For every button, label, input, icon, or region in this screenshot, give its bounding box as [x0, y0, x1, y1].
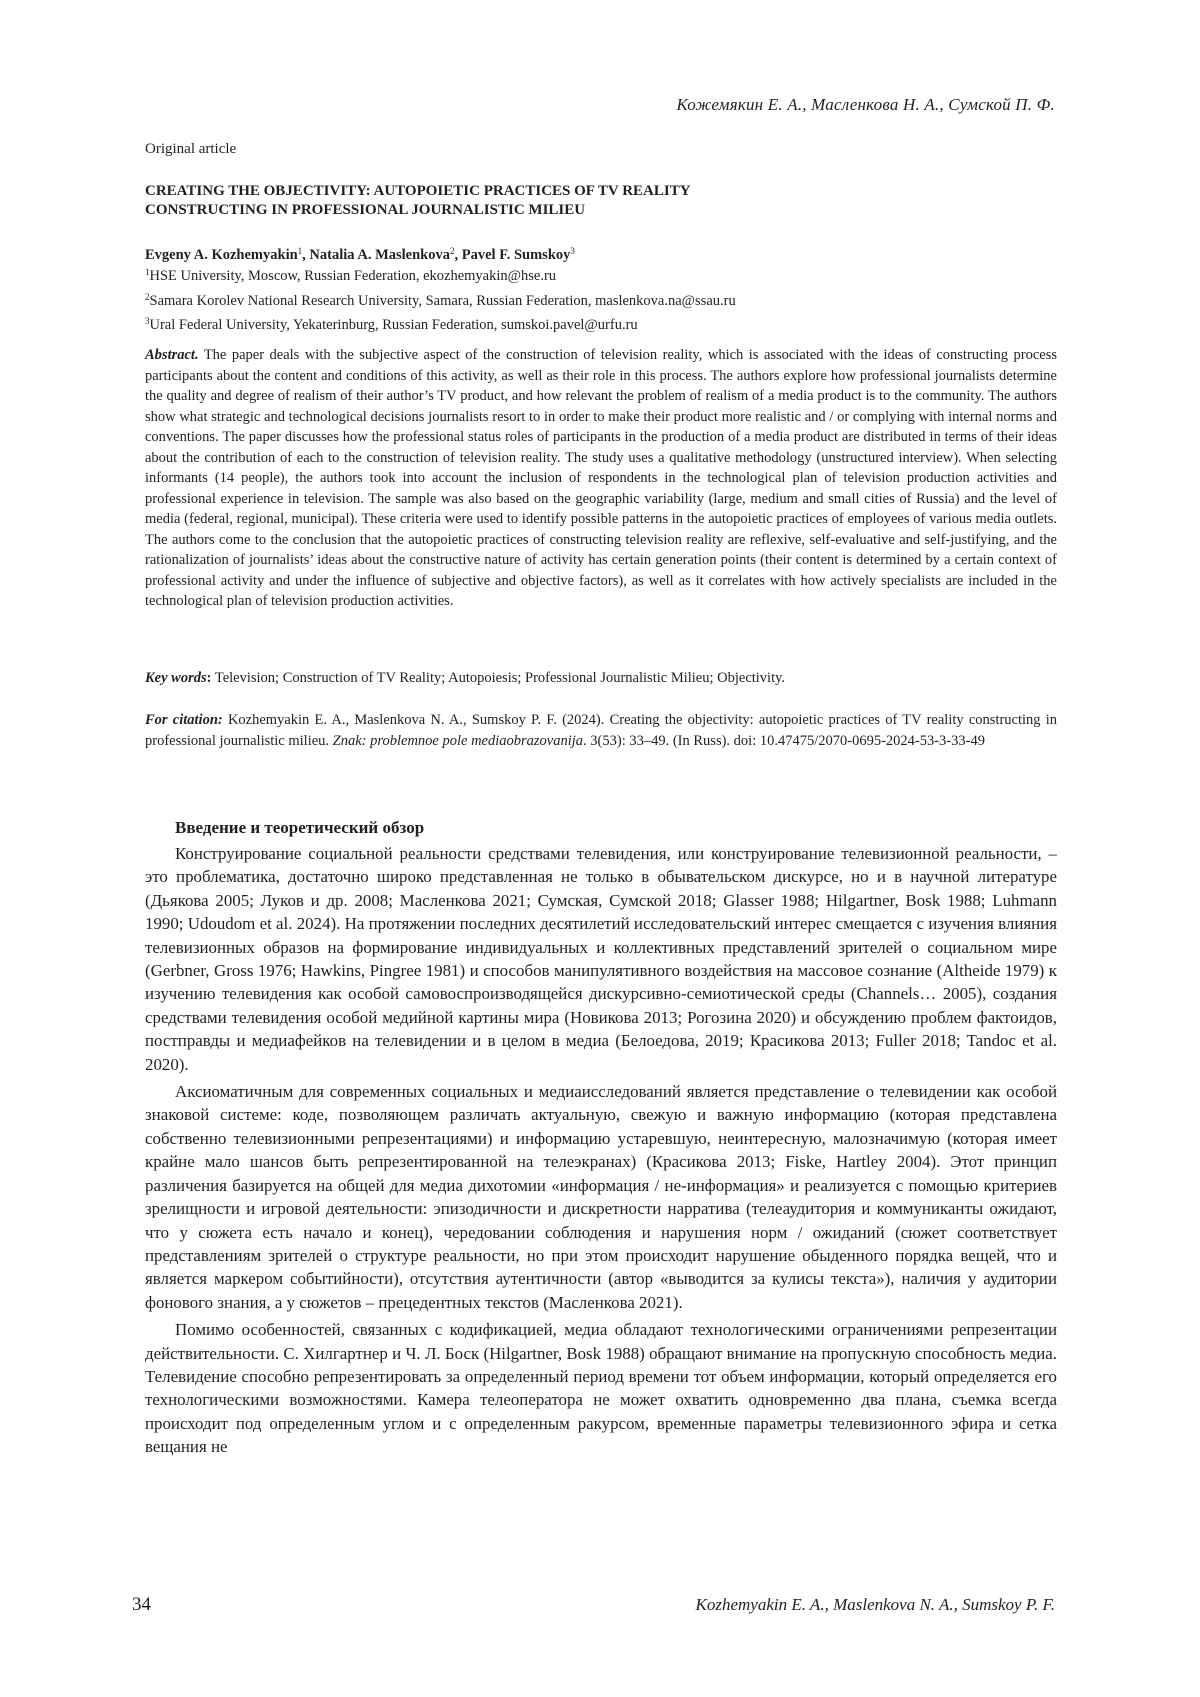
article-title-line-1: CREATING THE OBJECTIVITY: AUTOPOIETIC PRACTICES OF TV REALITY: [145, 183, 691, 199]
author-separator: ,: [302, 247, 310, 263]
author-mark: 3: [570, 246, 575, 256]
keywords-colon: :: [206, 670, 212, 686]
affiliation-mark: 3: [145, 316, 150, 326]
abstract-label: Abstract.: [145, 347, 199, 363]
affiliation-mark: 2: [145, 291, 150, 302]
citation-journal: Znak: problemnoe pole mediaobrazovanija: [332, 732, 584, 749]
affiliation-list: [145, 262, 1057, 336]
affiliation: [145, 311, 1057, 336]
affiliation-mark: 1: [145, 267, 150, 277]
keywords-label: Key words: [145, 670, 207, 686]
article-type: Original article: [145, 141, 237, 157]
footer-authors: Kozhemyakin E. A., Maslenkova N. A., Sumskoy P. F.: [695, 1595, 1055, 1614]
affiliation-text: HSE University, Moscow, Russian Federation, ekozhemyakin@hse.ru: [149, 268, 557, 284]
citation-text: Kozhemyakin E. A., Maslenkova N. A., Sumskoy P. F. (2024). Creating the objectivity: autopoietic practices of TV reality constructing in professional journalistic milieu.: [145, 712, 1058, 749]
running-head: Кожемякин Е. А., Масленкова Н. А., Сумской П. Ф.: [676, 95, 1055, 114]
author-name: Natalia A. Maslenkova: [309, 247, 450, 263]
article-title-line-2: CONSTRUCTING IN PROFESSIONAL JOURNALISTIC MILIEU: [145, 202, 586, 218]
author-name: Evgeny A. Kozhemyakin: [145, 247, 298, 263]
body-paragraph: Конструирование социальной реальности средствами телевидения, или конструирование телевизионной реальности, – это проблематика, достаточно широко представленная не только в обывательском дискурсе, но и в научной литературе (Дьякова 2005; Луков и др. 2008; Масленкова 2021; Сумская, Сумской 2018; Glasser 1988; Hilgartner, Bosk 1988; Luhmann 1990; Udoudom et al. 2024). На протяжении последних десятилетий исследовательский интерес смещается с изучения влияния телевизионных образов на формирование индивидуальных и коллективных представлений зрителей о социальном мире (Gerbner, Gross 1976; Hawkins, Pingree 1981) и способов манипулятивного воздействия на массовое сознание (Altheide 1979) к изучению телевидения как особой самовоспроизводящейся дискурсивно-семиотической среды (Channels… 2005), создания средствами телевидения особой медийной картины мира (Новикова 2013; Рогозина 2020) и обсуждению проблем фактоидов, постправды и медиафейков на телевидении и в целом в медиа (Белоедова, 2019; Красикова 2013; Fuller 2018; Tandoc et al. 2020).: [145, 844, 1057, 1074]
citation: [145, 710, 1057, 751]
author-separator: ,: [454, 247, 462, 263]
citation-label: For citation:: [145, 712, 223, 728]
author-mark: 1: [297, 246, 303, 256]
author-name: Pavel F. Sumskoy: [461, 247, 571, 263]
keywords-text: Television; Construction of TV Reality; Autopoiesis; Professional Journalistic Milieu; Objectivity.: [214, 670, 786, 686]
author-mark: 2: [450, 246, 455, 256]
body-text: [145, 842, 1057, 1459]
affiliation-text: Samara Korolev National Research University, Samara, Russian Federation, maslenkova.na@ssau.ru: [149, 292, 736, 309]
affiliation-text: Ural Federal University, Yekaterinburg, Russian Federation, sumskoi.pavel@urfu.ru: [149, 317, 638, 333]
keywords: [145, 668, 1057, 688]
page-number: 34: [132, 1594, 151, 1615]
abstract-text: The paper deals with the subjective aspect of the construction of television reality, which is associated with the ideas of constructing process participants about the content and conditions of this activity, as well as their role in this process. The authors explore how professional journalists determine the quality and degree of realism of their author’s TV product, and how relevant the problem of realism of a media product is to the community. The authors show what strategic and technological decisions journalists resort to in order to make their product more realistic and / or complying with internal norms and conventions. The paper discusses how the professional status roles of participants in the production of a media product are distributed in terms of their ideas about the contribution of each to the construction of television reality. The study uses a qualitative methodology (unstructured interview). When selecting informants (14 people), the authors took into account the inclusion of respondents in the technological plan of television production activities and professional experience in television. The sample was also based on the geographic variability (large, medium and small cities of Russia) and the level of media (federal, regional, municipal). These criteria were used to identify possible patterns in the autopoietic practices of employees of various media outlets. The authors come to the conclusion that the autopoietic practices of constructing television reality are reflexive, self-evaluative and self-justifying, and the rationalization of journalists’ ideas about the constructive nature of activity has certain generation points (their content is determined by a certain context of professional activity and under the influence of subjective and objective factors), as well as it correlates with how actively specialists are included in the technological plan of television production activities.: [145, 347, 1057, 609]
citation-details: . 3(53): 33–49. (In Russ). doi: 10.47475/2070-0695-2024-53-3-33-49: [583, 732, 985, 749]
affiliation: [145, 262, 1057, 287]
body-paragraph: Помимо особенностей, связанных с кодификацией, медиа обладают технологическими ограничениями репрезентации действительности. С. Хилгартнер и Ч. Л. Боск (Hilgartner, Bosk 1988) обращают внимание на пропускную способность медиа. Телевидение способно репрезентировать за определенный период времени тот объем информации, который определяется его технологическими возможностями. Камера телеоператора не может охватить одновременно два плана, съемка всегда происходит под определенным углом и с определенным ракурсом, временные параметры телевизионного эфира и сетка вещания не: [145, 1320, 1057, 1457]
affiliation: [145, 287, 1057, 312]
article-title: [145, 182, 1057, 220]
abstract: [145, 345, 1057, 612]
section-heading: Введение и теоретический обзор: [175, 818, 425, 837]
body-paragraph: Аксиоматичным для современных социальных и медиаисследований является представление о телевидении как особой знаковой системе: коде, позволяющем различать актуальную, свежую и важную информацию (которая представлена собственно телевизионными репрезентациями) и информацию устаревшую, неинтересную, малозначимую (которая имеет крайне мало шансов быть репрезентированной на телеэкранах) (Красикова 2013; Fiske, Hartley 2004). Этот принцип различения базируется на общей для медиа дихотомии «информация / не-информация» и реализуется с помощью критериев зрелищности и игровой деятельности: эпизодичности и дискретности нарратива (телеаудитория и коммуниканты ожидают, что у сюжета есть начало и конец), чередовании соблюдения и нарушения норм / ожиданий (сюжет соответствует представлениям зрителей о структуре реальности, но при этом происходит нарушение обыденного порядка вещей, что и является маркером событийности), отсутствия аутентичности (автор «выводится за кулисы текста»), наличия у аудитории фонового знания, а у сюжетов – прецедентных текстов (Масленкова 2021).: [145, 1082, 1057, 1312]
